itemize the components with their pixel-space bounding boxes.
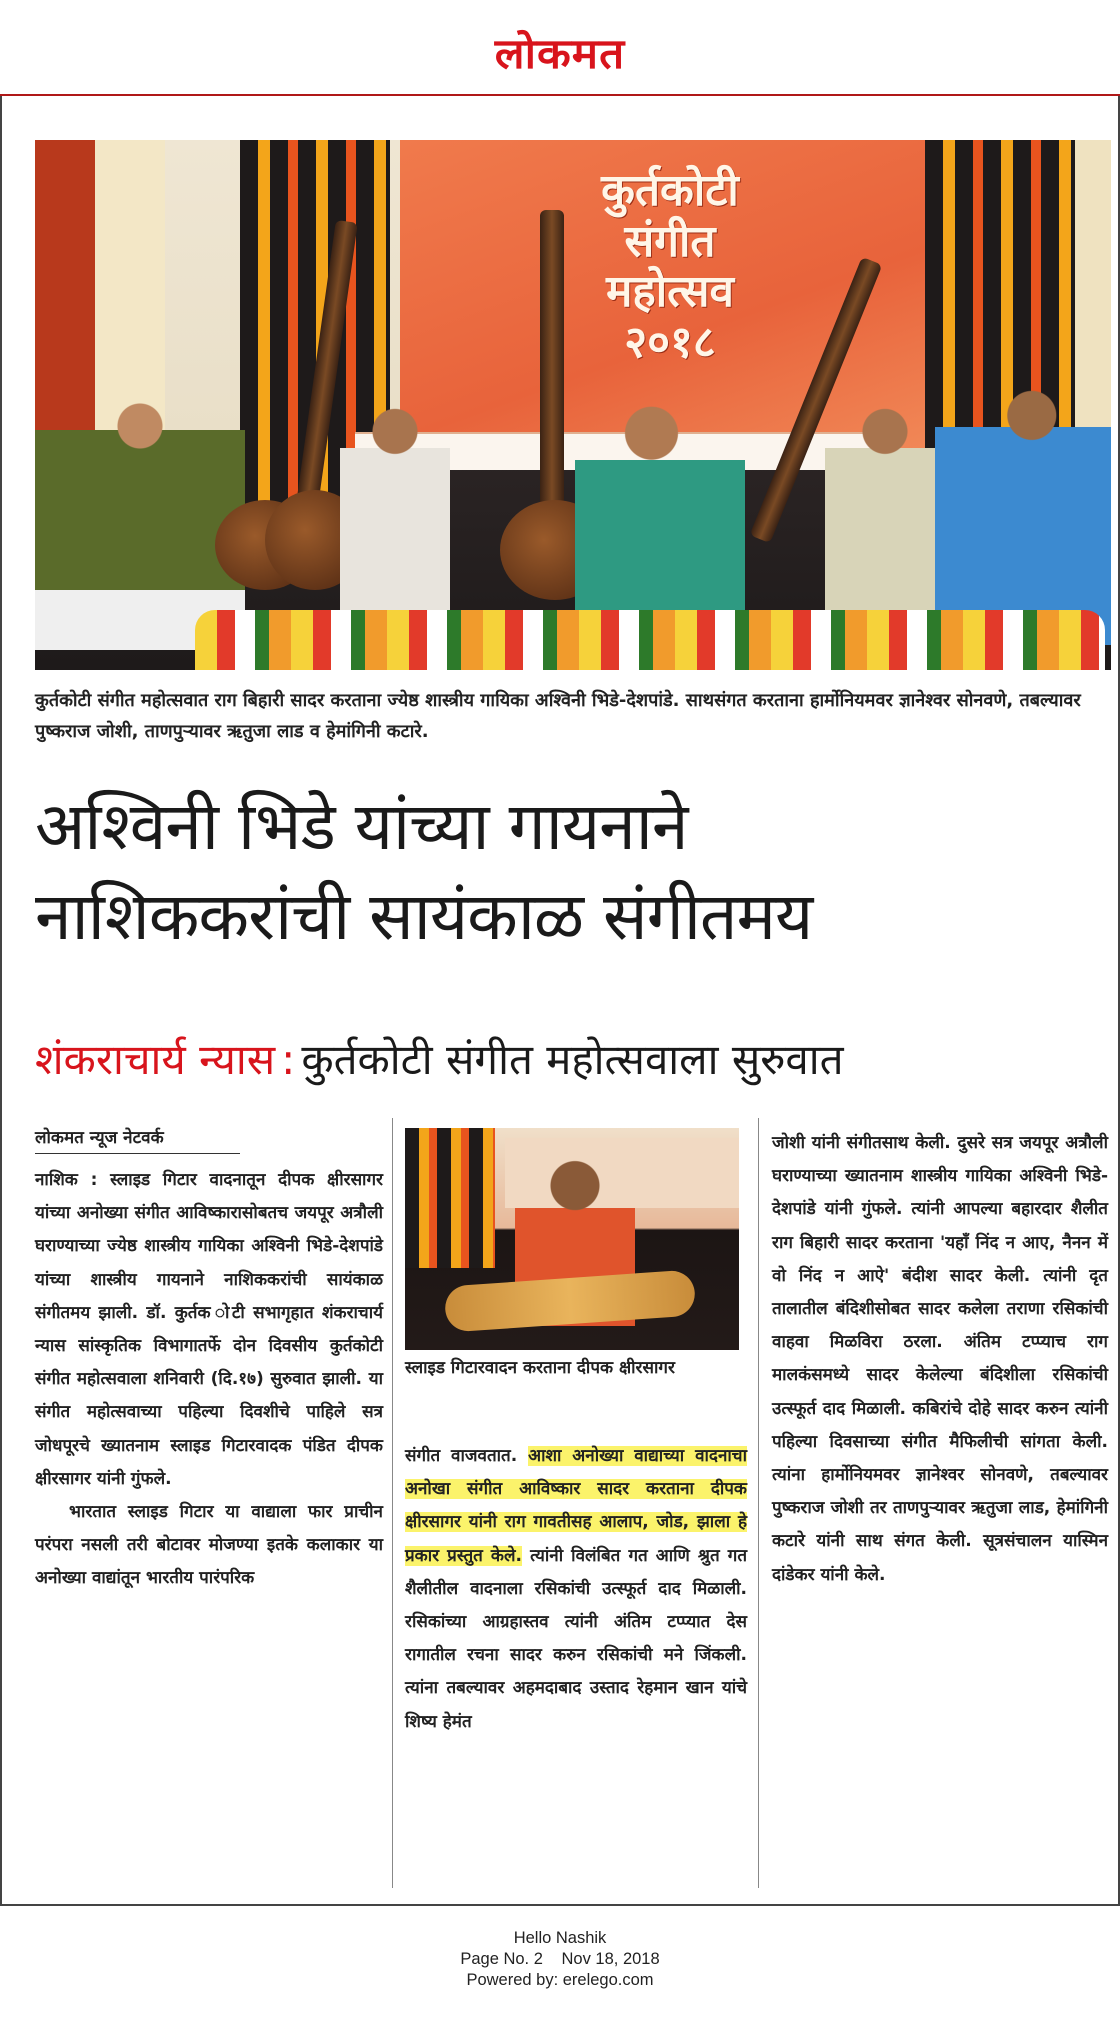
inset-caption: स्लाइड गिटारवादन करताना दीपक क्षीरसागर (405, 1358, 675, 1378)
photo-caption: कुर्तकोटी संगीत महोत्सवात राग बिहारी सादर करताना ज्येष्ठ शास्त्रीय गायिका अश्विनी भिडे-देशपांडे. साथसंगत करताना हार्मोनियमवर ज्ञानेश्वर सोनवणे, तबल्यावर पुष्कराज जोशी, ताणपुऱ्यावर ऋतुजा लाड व हेमांगिनी कटारे. (35, 690, 1081, 742)
dateline-place: नाशिक : (35, 1170, 98, 1190)
footer-powered: Powered by: erelego.com (466, 1971, 654, 1989)
footer-page-line (0, 1949, 1120, 1970)
column-1-paragraph-2: भारतात स्लाइड गिटार या वाद्याला फार प्राचीन परंपरा नसली तरी बोटावर मोजण्या इतके कलाकार या अनोख्या वाद्यांतून भारतीय पारंपरिक (35, 1502, 383, 1589)
footer-date: Nov 18, 2018 (561, 1950, 660, 1968)
subhead-text: कुर्तकोटी संगीत महोत्सवाला सुरुवात (301, 1035, 844, 1084)
banner-title: कुर्तकोटी संगीत महोत्सव २०१८ (601, 165, 739, 368)
subhead-separator: : (281, 1035, 296, 1084)
article-column-2 (405, 1440, 747, 1739)
main-photo (35, 140, 1111, 670)
column-divider-1 (392, 1118, 393, 1888)
lokmat-logo: लोकमत (494, 30, 626, 79)
tanpura-2 (540, 210, 564, 530)
inset-drape (405, 1128, 495, 1268)
flower-garland (195, 610, 1105, 670)
headline-line-1: अश्विनी भिडे यांच्या गायनाने (35, 788, 688, 865)
harmonium-player (35, 370, 245, 650)
article-column-3 (772, 1127, 1108, 1592)
column-1-paragraph-1: स्लाइड गिटार वादनातून दीपक क्षीरसागर यांच्या अनोख्या संगीत आविष्कारासोबतच जयपूर अत्रौली घराण्याच्या ज्येष्ठ शास्त्रीय गायिका अश्विनी भिडे-देशपांडे यांच्या शास्त्रीय गायनाने नाशिककरांची सायंकाळ संगीतमय झाली. डॉ. कुर्तक ोटी सभागृहात शंकराचार्य न्यास सांस्कृतिक विभागातर्फे दोन दिवसीय कुर्तकोटी संगीत महोत्सवाला शनिवारी (दि.१७) सुरुवात झाली. या संगीत महोत्सवाच्या पहिल्या दिवशीचे पाहिले सत्र जोधपूरचे ख्यातनाम स्लाइड गिटारवादक पंडित दीपक क्षीरसागर यांनी गुंफले. (35, 1170, 383, 1489)
article-column-1 (35, 1164, 383, 1596)
masthead (0, 0, 1120, 96)
harmonium-accompanist (935, 365, 1111, 645)
tanpura-player-2 (825, 390, 945, 620)
footer-edition: Hello Nashik (513, 1929, 607, 1947)
column-2-intro: संगीत वाजवतात. (405, 1446, 518, 1466)
tanpura-player-1 (340, 390, 450, 620)
byline: लोकमत न्यूज नेटवर्क (35, 1125, 240, 1154)
subhead-kicker: शंकराचार्य न्यास (35, 1035, 276, 1084)
inset-photo (405, 1128, 739, 1350)
column-divider-2 (758, 1118, 759, 1888)
slide-guitar (444, 1269, 697, 1332)
footer-page: Page No. 2 (460, 1950, 543, 1968)
lead-vocalist (575, 390, 745, 630)
footer (0, 1928, 1120, 1991)
column-2-text: त्यांनी विलंबित गत आणि श्रुत गत शैलीतील वादनाला रसिकांची उत्स्फूर्त दाद मिळाली. रसिकांच्या आग्रहास्तव त्यांनी अंतिम टप्प्यात देस रागातील रचना सादर करुन रसिकांची मने जिंकली. त्यांना तबल्यावर अहमदाबाद उस्ताद रेहमान खान यांचे शिष्य हेमंत (405, 1545, 748, 1732)
highlighted-passage: आशा अनोख्या वाद्याच्या वादनाचा अनोखा संगीत आविष्कार सादर करताना दीपक क्षीरसागर यांनी राग गावतीसह आलाप, जोड, झाला हे प्रकार प्रस्तुत केले. (405, 1446, 747, 1566)
headline-line-2: नाशिककरांची सायंकाळ संगीतमय (35, 878, 813, 955)
column-3-text: जोशी यांनी संगीतसाथ केली. दुसरे सत्र जयपूर अत्रौली घराण्याच्या ख्यातनाम शास्त्रीय गायिका अश्विनी भिडे-देशपांडे यांनी गुंफले. त्यांनी आपल्या बहारदार शैलीत राग बिहारी सादर करताना 'यहाँ निंद न आए, नैनन में वो निंद न आऐ' बंदीश सादर केली. त्यांनी दृत तालातील बंदिशीसोबत सादर कलेला तराणा रसिकांची वाहवा मिळविरा ठरला. अंतिम टप्प्याच राग मालकंसमध्ये सादर केलेल्या बंदिशीला रसिकांची उत्स्फूर्त दाद मिळाली. कबिरांचे दोहे सादर करुन त्यांनी पहिल्या दिवसाच्या संगीत मैफिलीची सांगता केली. त्यांना हार्मोनियमवर ज्ञानेश्वर सोनवणे, तबल्यावर पुष्कराज जोशी तर ताणपुऱ्यावर ऋतुजा लाड, हेमांगिनी कटारे यांनी साथ संगत केली. सूत्रसंचालन यास्मिन दांडेकर यांनी केले. (772, 1133, 1108, 1585)
headline (35, 782, 1111, 962)
subheadline (35, 1030, 1111, 1090)
